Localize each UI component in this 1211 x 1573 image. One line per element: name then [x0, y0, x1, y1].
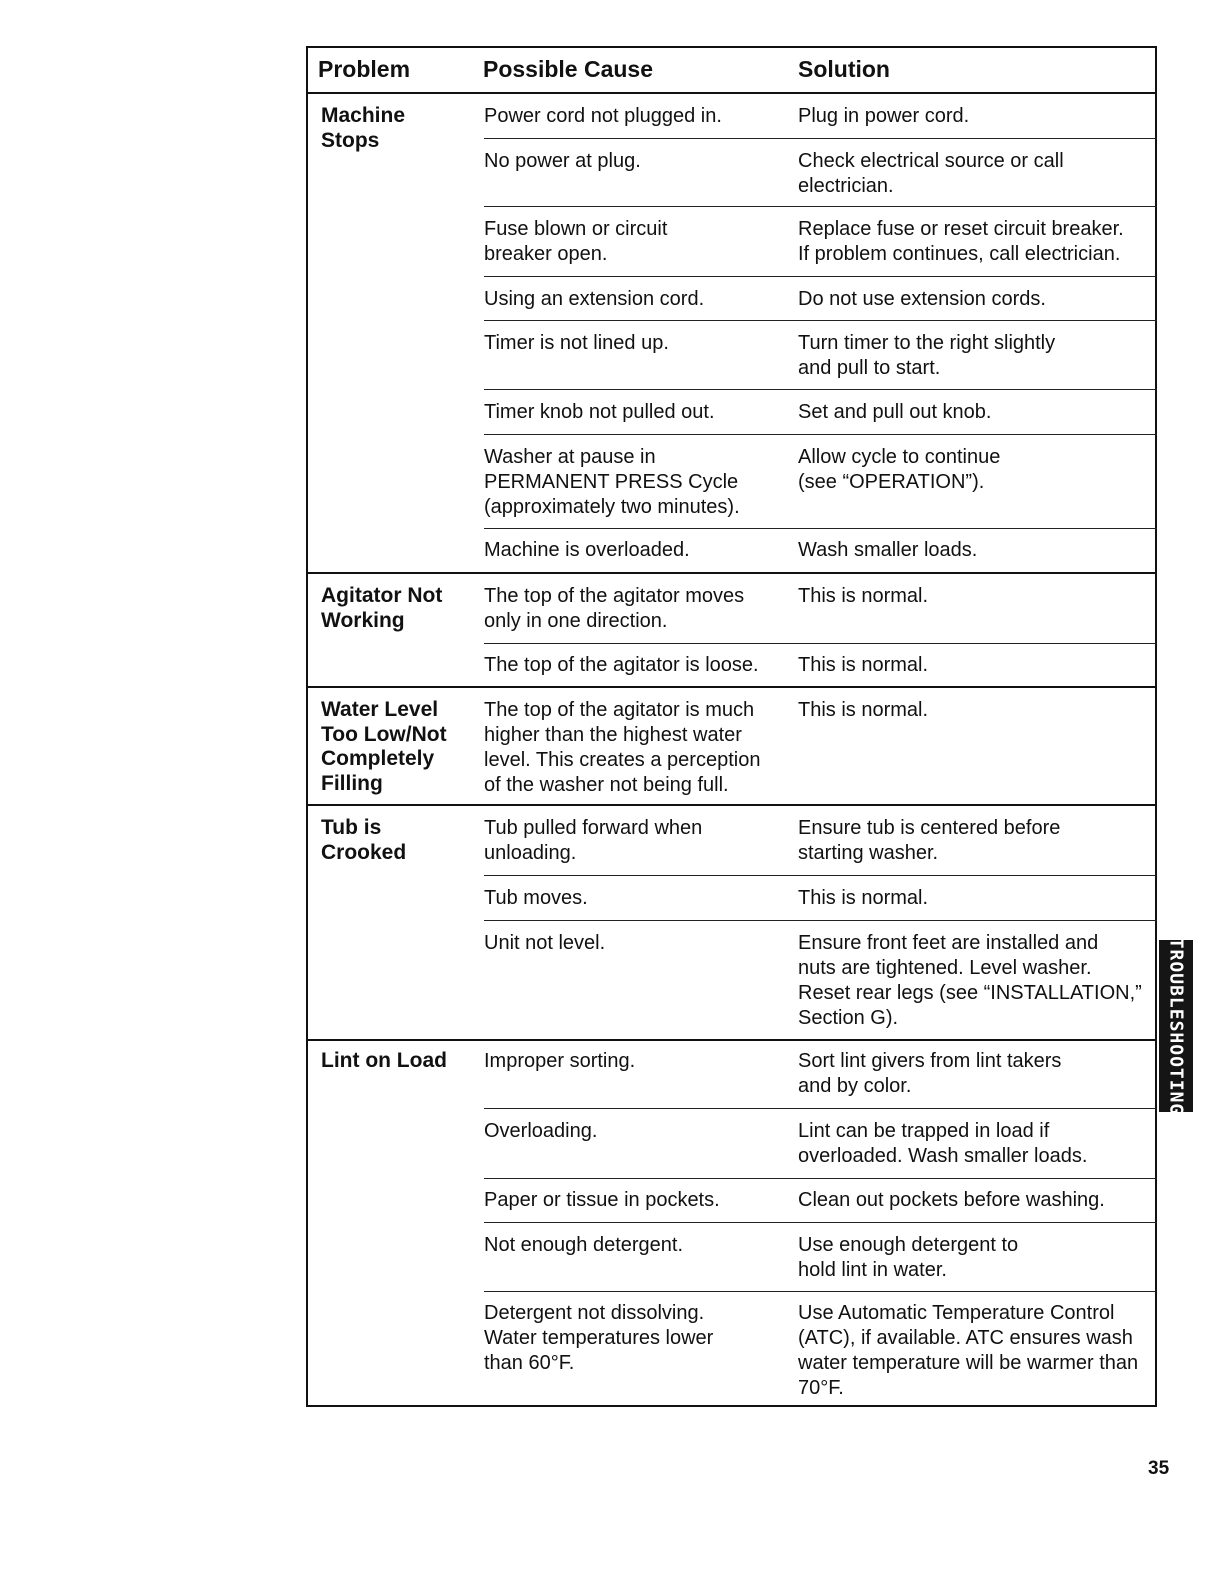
solution-cell	[798, 931, 1154, 1031]
text-line: Crooked	[321, 840, 407, 864]
problem-label	[321, 104, 471, 153]
text-line: and by color.	[798, 1075, 912, 1097]
text-line: higher than the highest water	[484, 724, 742, 746]
text-line: (ATC), if available. ATC ensures wash	[798, 1327, 1133, 1349]
solution-cell	[798, 538, 1154, 563]
section-side-tab	[1159, 937, 1193, 1115]
text-line: Tub pulled forward when	[484, 817, 703, 839]
possible-cause-cell	[484, 584, 784, 634]
solution-cell	[798, 331, 1154, 381]
solution-cell	[798, 816, 1154, 866]
possible-cause-cell	[484, 1049, 784, 1074]
header-problem: Problem	[318, 56, 411, 82]
text-line: breaker open.	[484, 243, 608, 265]
text-line: Filling	[321, 771, 383, 795]
text-line: Working	[321, 608, 405, 632]
text-line: Check electrical source or call	[798, 150, 1064, 172]
row-divider	[484, 276, 1157, 277]
text-line: Machine is overloaded.	[484, 539, 690, 561]
possible-cause-cell	[484, 1188, 784, 1213]
text-line: water temperature will be warmer than	[798, 1352, 1139, 1374]
row-divider	[484, 875, 1157, 876]
solution-cell	[798, 1119, 1154, 1169]
text-line: Use Automatic Temperature Control	[798, 1302, 1115, 1324]
text-line: Improper sorting.	[484, 1050, 636, 1072]
text-line: The top of the agitator is much	[484, 699, 755, 721]
text-line: No power at plug.	[484, 150, 641, 172]
text-line: Water Level	[321, 698, 439, 721]
row-divider	[484, 920, 1157, 921]
text-line: Do not use extension cords.	[798, 288, 1046, 310]
row-divider	[484, 528, 1157, 529]
solution-cell	[798, 653, 1154, 678]
text-line: PERMANENT PRESS Cycle	[484, 471, 739, 493]
text-line: overloaded. Wash smaller loads.	[798, 1145, 1088, 1167]
possible-cause-cell	[484, 1233, 784, 1258]
possible-cause-cell	[484, 1301, 784, 1376]
row-divider	[484, 1108, 1157, 1109]
text-line: Tub moves.	[484, 887, 588, 909]
problem-label	[321, 584, 471, 633]
text-line: Lint on Load	[321, 1049, 447, 1072]
possible-cause-cell	[484, 445, 784, 520]
possible-cause-cell	[484, 331, 784, 356]
text-line: Turn timer to the right slightly	[798, 332, 1056, 354]
possible-cause-cell	[484, 698, 784, 798]
text-line: Sort lint givers from lint takers	[798, 1050, 1062, 1072]
possible-cause-cell	[484, 287, 784, 312]
header-solution: Solution	[798, 56, 890, 82]
solution-cell	[798, 886, 1154, 911]
text-line: level. This creates a perception	[484, 749, 761, 771]
side-tab-label: TROUBLESHOOTING	[1165, 937, 1187, 1115]
text-line: If problem continues, call electrician.	[798, 243, 1121, 265]
row-divider	[484, 643, 1157, 644]
text-line: The top of the agitator is loose.	[484, 654, 759, 676]
text-line: The top of the agitator moves	[484, 585, 745, 607]
row-divider	[484, 320, 1157, 321]
page-number: 35	[1148, 1458, 1170, 1479]
text-line: Replace fuse or reset circuit breaker.	[798, 218, 1124, 240]
solution-cell	[798, 287, 1154, 312]
text-line: Use enough detergent to	[798, 1234, 1019, 1256]
text-line: Agitator Not	[321, 584, 443, 607]
possible-cause-cell	[484, 217, 784, 267]
text-line: nuts are tightened. Level washer.	[798, 957, 1092, 979]
text-line: Not enough detergent.	[484, 1234, 684, 1256]
text-line: (see “OPERATION”).	[798, 471, 985, 493]
text-line: Clean out pockets before washing.	[798, 1189, 1105, 1211]
text-line: 70°F.	[798, 1377, 844, 1399]
solution-cell	[798, 1049, 1154, 1099]
solution-cell	[798, 1188, 1154, 1213]
solution-cell	[798, 698, 1154, 723]
possible-cause-cell	[484, 149, 784, 174]
solution-cell	[798, 217, 1154, 267]
possible-cause-cell	[484, 538, 784, 563]
solution-cell	[798, 584, 1154, 609]
problem-label	[321, 1049, 471, 1074]
text-line: of the washer not being full.	[484, 774, 729, 796]
text-line: Allow cycle to continue	[798, 446, 1001, 468]
text-line: only in one direction.	[484, 610, 668, 632]
row-divider	[484, 206, 1157, 207]
text-line: than 60°F.	[484, 1352, 575, 1374]
row-divider	[484, 1291, 1157, 1292]
text-line: Tub is	[321, 816, 382, 839]
text-line: Paper or tissue in pockets.	[484, 1189, 720, 1211]
problem-label	[321, 698, 471, 796]
possible-cause-cell	[484, 104, 784, 129]
text-line: This is normal.	[798, 654, 929, 676]
header-divider	[306, 92, 1157, 94]
text-line: Timer knob not pulled out.	[484, 401, 715, 423]
text-line: Plug in power cord.	[798, 105, 970, 127]
text-line: electrician.	[798, 175, 894, 197]
text-line: Ensure front feet are installed and	[798, 932, 1099, 954]
problem-label	[321, 816, 471, 865]
text-line: Overloading.	[484, 1120, 598, 1142]
row-divider	[484, 389, 1157, 390]
text-line: unloading.	[484, 842, 577, 864]
possible-cause-cell	[484, 653, 784, 678]
text-line: Stops	[321, 128, 380, 152]
solution-cell	[798, 445, 1154, 495]
group-divider	[306, 686, 1157, 688]
text-line: Fuse blown or circuit	[484, 218, 668, 240]
row-divider	[484, 138, 1157, 139]
text-line: Ensure tub is centered before	[798, 817, 1061, 839]
text-line: Completely	[321, 747, 435, 770]
text-line: Machine	[321, 104, 406, 127]
text-line: Wash smaller loads.	[798, 539, 978, 561]
text-line: Water temperatures lower	[484, 1327, 714, 1349]
header-possible-cause: Possible Cause	[483, 56, 654, 82]
row-divider	[484, 434, 1157, 435]
text-line: Power cord not plugged in.	[484, 105, 722, 127]
group-divider	[306, 572, 1157, 574]
group-divider	[306, 1039, 1157, 1041]
text-line: (approximately two minutes).	[484, 496, 740, 518]
text-line: starting washer.	[798, 842, 939, 864]
solution-cell	[798, 149, 1154, 199]
possible-cause-cell	[484, 886, 784, 911]
solution-cell	[798, 400, 1154, 425]
possible-cause-cell	[484, 931, 784, 956]
solution-cell	[798, 104, 1154, 129]
text-line: Washer at pause in	[484, 446, 656, 468]
text-line: Too Low/Not	[321, 722, 447, 746]
text-line: Timer is not lined up.	[484, 332, 669, 354]
text-line: and pull to start.	[798, 357, 941, 379]
text-line: This is normal.	[798, 699, 929, 721]
text-line: Using an extension cord.	[484, 288, 705, 310]
possible-cause-cell	[484, 816, 784, 866]
text-line: Reset rear legs (see “INSTALLATION,”	[798, 982, 1142, 1004]
row-divider	[484, 1178, 1157, 1179]
group-divider	[306, 804, 1157, 806]
solution-cell	[798, 1233, 1154, 1283]
possible-cause-cell	[484, 1119, 784, 1144]
text-line: Section G).	[798, 1007, 899, 1029]
text-line: Detergent not dissolving.	[484, 1302, 705, 1324]
text-line: hold lint in water.	[798, 1259, 947, 1281]
text-line: Lint can be trapped in load if	[798, 1120, 1050, 1142]
text-line: This is normal.	[798, 585, 929, 607]
row-divider	[484, 1222, 1157, 1223]
text-line: This is normal.	[798, 887, 929, 909]
text-line: Set and pull out knob.	[798, 401, 992, 423]
text-line: Unit not level.	[484, 932, 606, 954]
possible-cause-cell	[484, 400, 784, 425]
solution-cell	[798, 1301, 1154, 1401]
